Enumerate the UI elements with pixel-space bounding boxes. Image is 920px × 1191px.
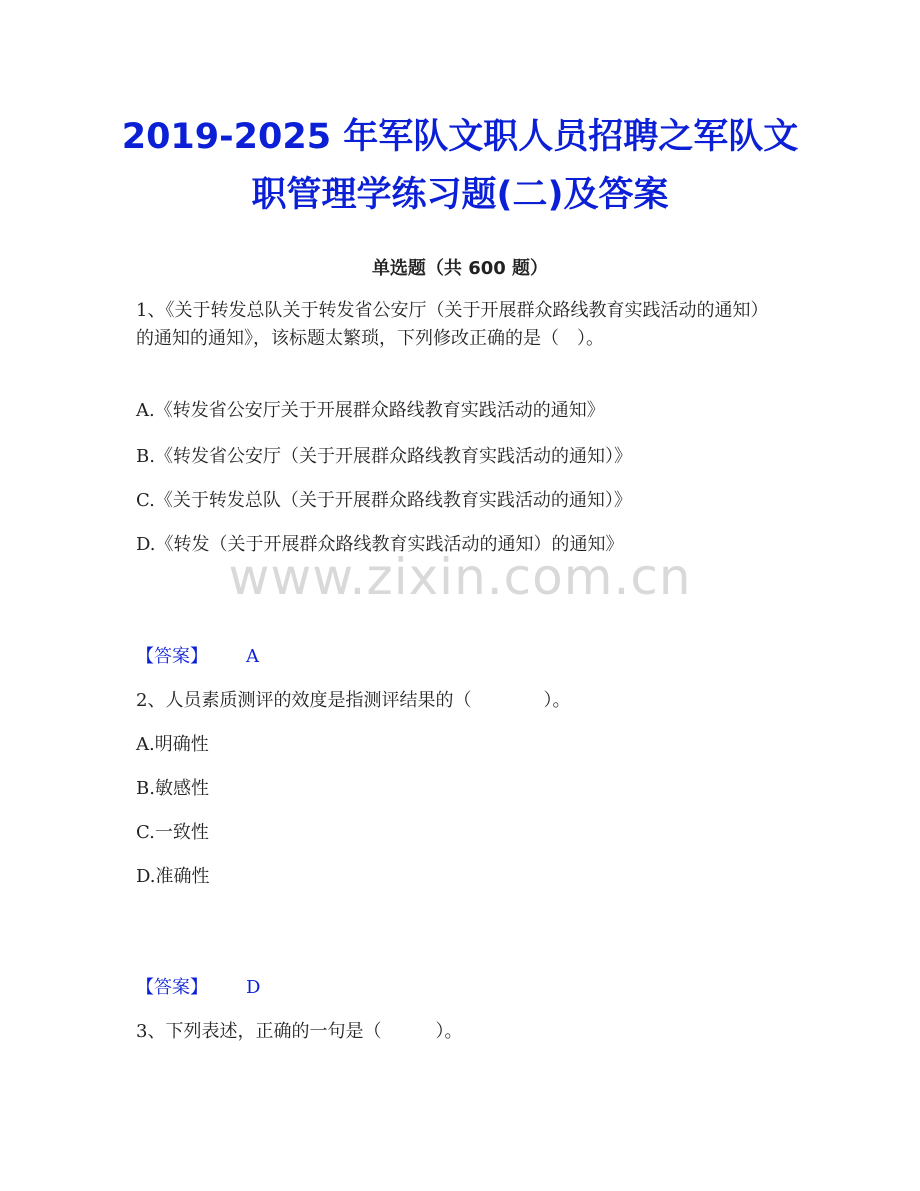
- question-1-option-c: C.《关于转发总队（关于开展群众路线教育实践活动的通知）》: [136, 490, 632, 511]
- watermark: www.zixin.com.cn: [228, 548, 692, 606]
- question-2-option-a: A.明确性: [136, 734, 209, 755]
- question-2-text: 2、人员素质测评的效度是指测评结果的（ ）。: [136, 690, 571, 711]
- answer-value: D: [246, 977, 261, 998]
- question-1-option-b: B.《转发省公安厅（关于开展群众路线教育实践活动的通知）》: [136, 446, 632, 467]
- question-2-option-c: C.一致性: [136, 822, 209, 843]
- document-title: [60, 108, 860, 224]
- title-line-1: 2019-2025 年军队文职人员招聘之军队文: [121, 117, 799, 157]
- answer-label: 【答案】: [136, 646, 208, 667]
- answer-label: 【答案】: [136, 977, 208, 998]
- question-3-text: 3、下列表述，正确的一句是（ ）。: [136, 1021, 463, 1042]
- title-line-2: 职管理学练习题(二)及答案: [251, 175, 669, 215]
- question-2-option-b: B.敏感性: [136, 778, 209, 799]
- question-2-answer: [136, 974, 260, 1002]
- question-1-text: 1、《关于转发总队关于转发省公安厅（关于开展群众路线教育实践活动的通知）的通知的通知》，该标题太繁琐，下列修改正确的是（ ）。: [136, 300, 769, 349]
- question-2-option-d: D.准确性: [136, 866, 210, 887]
- answer-value: A: [246, 646, 259, 667]
- question-1-option-d: D.《转发（关于开展群众路线教育实践活动的通知）的通知》: [136, 534, 624, 555]
- question-1-option-a: A.《转发省公安厅关于开展群众路线教育实践活动的通知》: [136, 400, 605, 421]
- section-heading: 单选题（共 600 题）: [371, 258, 549, 279]
- question-1-answer: [136, 643, 259, 671]
